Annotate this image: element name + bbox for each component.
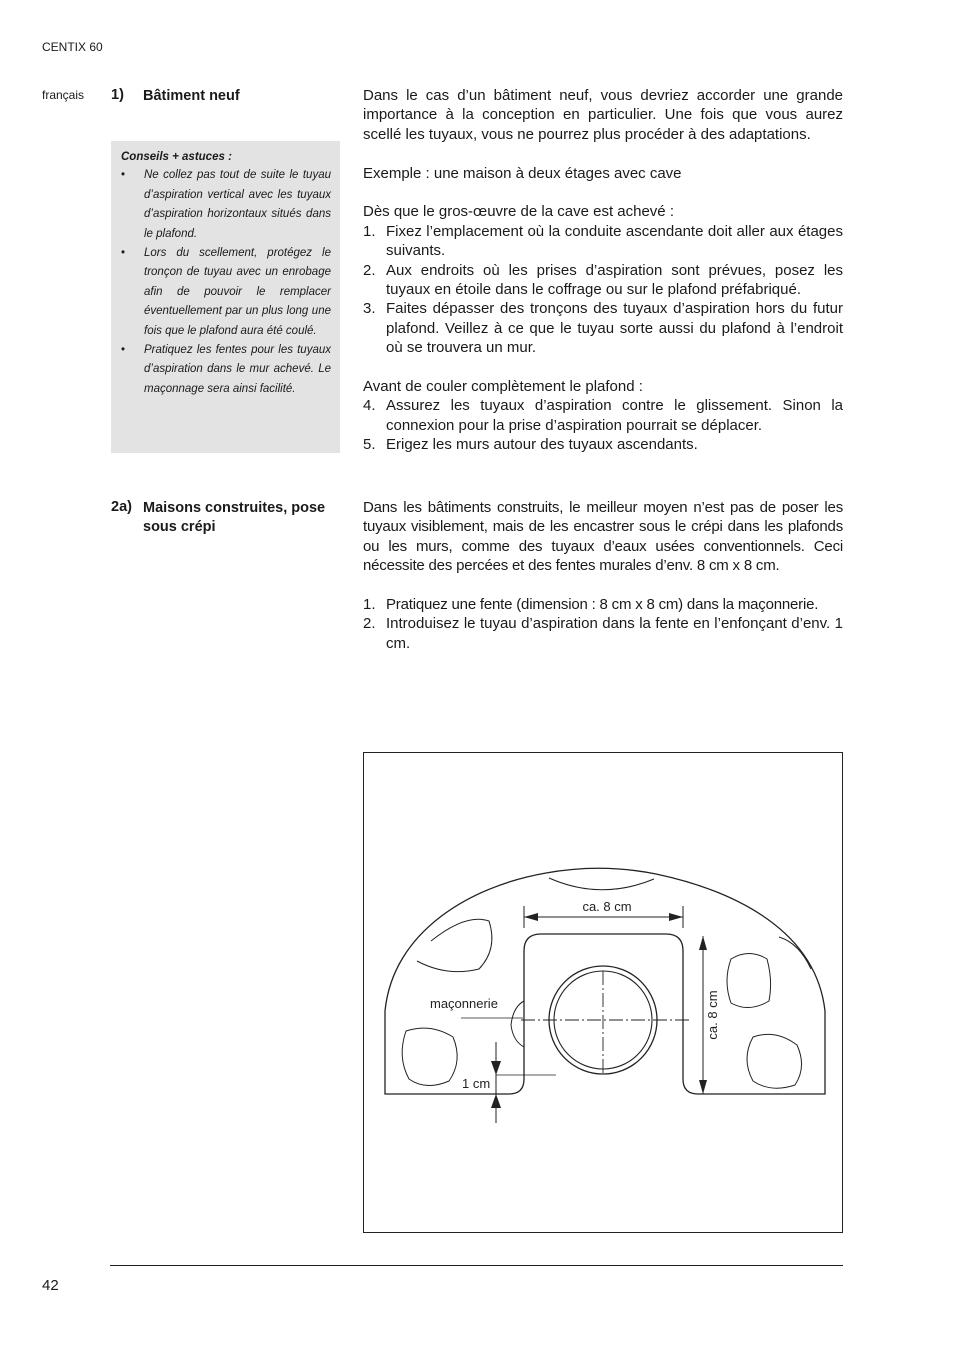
phase-2-title: Avant de couler complètement le plafond : — [363, 378, 643, 396]
bullet-icon: • — [121, 344, 126, 357]
section-2a-number: 2a) — [111, 499, 132, 515]
list-item — [363, 435, 843, 454]
section-1-title: Bâtiment neuf — [143, 88, 240, 104]
step-number: 1. — [363, 222, 376, 240]
stone — [779, 937, 811, 969]
arrow-icon — [699, 1080, 707, 1094]
list-item — [363, 595, 843, 614]
arrow-icon — [699, 936, 707, 950]
step-text: Assurez les tuyaux d’aspiration contre le glissement. Sinon la connexion pour la prise d’aspiration pourrait se déplacer. — [386, 397, 843, 434]
step-text: Erigez les murs autour des tuyaux ascendants. — [386, 436, 698, 454]
list-item — [363, 614, 843, 653]
section-1-number: 1) — [111, 87, 124, 103]
arrow-icon — [491, 1094, 501, 1108]
list-item — [363, 222, 843, 261]
masonry-label: maçonnerie — [430, 996, 498, 1011]
step-text: Pratiquez une fente (dimension : 8 cm x 8 cm) dans la maçonnerie. — [386, 596, 819, 614]
tip-item — [121, 244, 331, 341]
tips-title: Conseils + astuces : — [121, 151, 232, 163]
list-item — [363, 261, 843, 300]
stone — [747, 1034, 802, 1088]
diagram-drawing — [364, 753, 842, 1232]
depth-label: ca. 8 cm — [705, 990, 720, 1040]
document-header: CENTIX 60 — [42, 40, 103, 54]
section-2a-body — [363, 498, 843, 653]
tip-item — [121, 166, 331, 244]
tip-text: Ne collez pas tout de suite le tuyau d’aspiration vertical avec les tuyaux d’aspiration horizontaux situés dans le plafond. — [144, 169, 331, 240]
step-text: Aux endroits où les prises d’aspiration sont prévues, posez les tuyaux en étoile dans le coffrage ou sur le plafond préfabriqué. — [386, 261, 843, 299]
tip-text: Lors du scellement, protégez le tronçon de tuyau avec un enrobage afin de pouvoir le remplacer éventuellement par un plus long une fois que le plafond aura été coulé. — [144, 247, 331, 337]
section-2a-steps — [363, 595, 843, 653]
step-text: Fixez l’emplacement où la conduite ascendante doit aller aux étages suivants. — [386, 222, 843, 260]
tip-item — [121, 341, 331, 399]
step-number: 3. — [363, 300, 376, 318]
stone — [727, 954, 771, 1008]
step-number: 5. — [363, 436, 376, 454]
page-number: 42 — [42, 1277, 59, 1294]
step-number: 2. — [363, 261, 376, 279]
bullet-icon: • — [121, 247, 126, 260]
tip-text: Pratiquez les fentes pour les tuyaux d’aspiration dans le mur achevé. Le maçonnage sera ainsi facilité. — [144, 344, 331, 395]
step-number: 2. — [363, 615, 376, 633]
stone — [402, 1028, 457, 1085]
stone — [549, 878, 654, 890]
section-1-intro: Dans le cas d’un bâtiment neuf, vous devriez accorder une grande importance à la conception en particulier. Une fois que vous aurez scellé les tuyaux, vous ne pourrez plus procéder à des adaptations. — [363, 87, 843, 143]
inset-label: 1 cm — [462, 1076, 491, 1091]
tips-box — [111, 141, 340, 453]
tips-list — [121, 166, 331, 399]
list-item — [363, 299, 843, 357]
section-1-example: Exemple : une maison à deux étages avec cave — [363, 164, 682, 182]
step-number: 1. — [363, 596, 376, 614]
phase-2-steps — [363, 396, 843, 454]
phase-1-title: Dès que le gros-œuvre de la cave est achevé : — [363, 203, 674, 221]
phase-1-steps — [363, 222, 843, 358]
language-label: français — [42, 88, 85, 102]
arrow-icon — [669, 913, 683, 921]
section-1-body — [363, 86, 843, 455]
footer-rule — [110, 1265, 843, 1266]
stone — [511, 1001, 524, 1047]
arrow-icon — [491, 1061, 501, 1075]
section-2a-title: Maisons construites, pose sous crépi — [143, 500, 326, 535]
step-number: 4. — [363, 397, 376, 415]
step-text: Faites dépasser des tronçons des tuyaux d’aspiration hors du futur plafond. Veillez à ce que le tuyau sorte aussi du plafond à l’endroit où se trouvera un mur. — [386, 300, 843, 357]
width-label: ca. 8 cm — [582, 899, 632, 914]
step-text: Introduisez le tuyau d’aspiration dans la fente en l’enfonçant d’env. 1 cm. — [386, 615, 843, 652]
wall-slot-diagram — [363, 752, 843, 1233]
list-item — [363, 396, 843, 435]
arrow-icon — [524, 913, 538, 921]
section-2a-intro: Dans les bâtiments construits, le meilleur moyen n’est pas de poser les tuyaux visiblement, mais de les encastrer sous le crépi dans les plafonds ou les murs, comme des tuyaux d’eaux usées conventionnels. Ceci nécessite des percées et des fentes murales d’env. 8 cm x 8 cm. — [363, 499, 843, 575]
bullet-icon: • — [121, 169, 126, 182]
